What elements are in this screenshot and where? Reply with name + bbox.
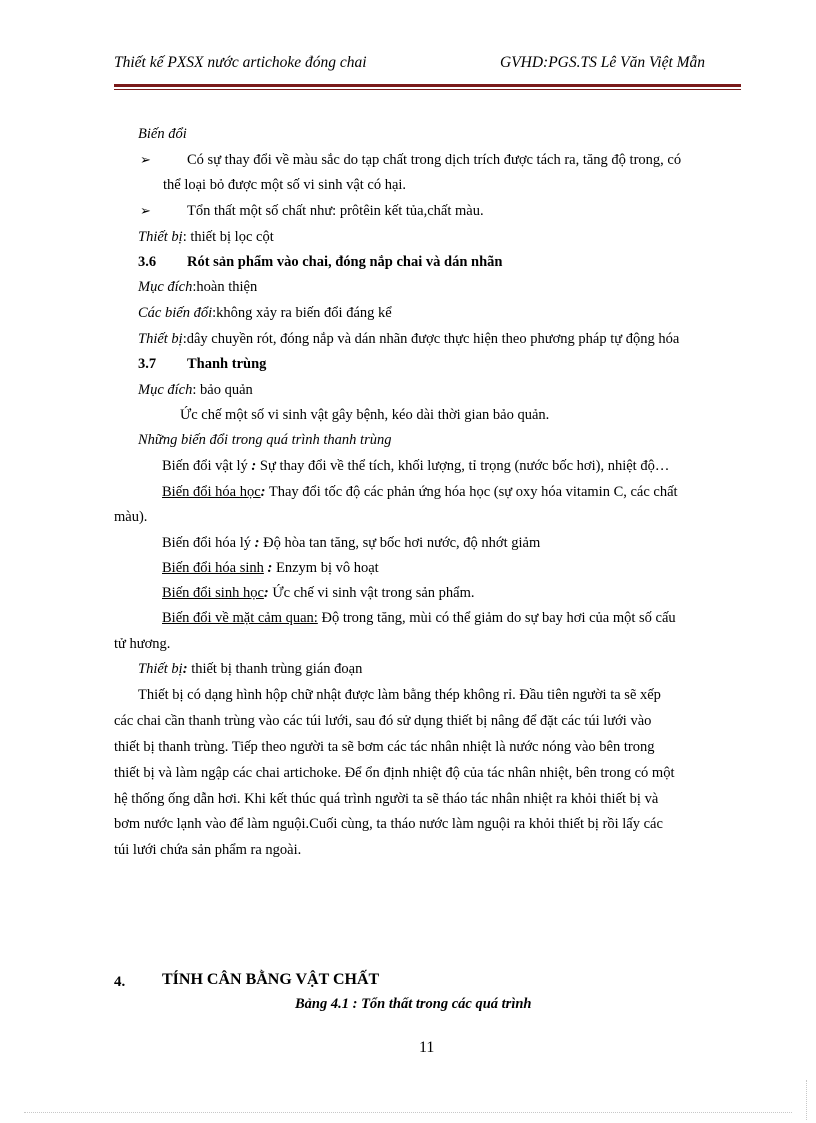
- change-chemical: Biến đổi hóa học: Thay đổi tốc độ các phản ứng hóa học (sự oxy hóa vitamin C, các chất: [162, 484, 678, 500]
- changes-line: Các biến đổi:không xảy ra biến đổi đáng kể: [138, 305, 392, 321]
- page-edge-dotted-line: [24, 1112, 792, 1113]
- change-sensory-cont: tử hương.: [114, 636, 171, 652]
- paragraph-line: Thiết bị có dạng hình hộp chữ nhật được làm bằng thép không rỉ. Đầu tiên người ta sẽ xếp: [138, 687, 661, 703]
- bullet-arrow-icon: ➢: [140, 152, 151, 167]
- header-rule-thin: [114, 89, 741, 90]
- table-caption: Bảng 4.1 : Tổn thất trong các quá trình: [295, 996, 532, 1012]
- paragraph-line: các chai cần thanh trùng vào các túi lưới, sau đó sử dụng thiết bị nâng để đặt các túi lưới vào: [114, 713, 652, 729]
- header-left: Thiết kế PXSX nước artichoke đóng chai: [114, 54, 367, 71]
- bullet-text: Có sự thay đổi về màu sắc do tạp chất trong dịch trích được tách ra, tăng độ trong, có: [187, 152, 682, 168]
- paragraph-line: thiết bị thanh trùng. Tiếp theo người ta sẽ bơm các tác nhân nhiệt là nước nóng vào bên trong: [114, 739, 655, 755]
- page-edge-dotted-vertical: [806, 1080, 807, 1120]
- equipment-line: Thiết bị: thiết bị thanh trùng gián đoạn: [138, 661, 363, 677]
- section-number: 3.7: [138, 356, 157, 372]
- change-biochemical: Biến đổi hóa sinh : Enzym bị vô hoạt: [162, 560, 379, 576]
- equipment-line: Thiết bị: thiết bị lọc cột: [138, 229, 274, 245]
- section-title: TÍNH CÂN BẰNG VẬT CHẤT: [162, 971, 380, 988]
- bullet-text: Tổn thất một số chất như: prôtêin kết tủa,chất màu.: [187, 203, 484, 219]
- paragraph-line: túi lưới chứa sản phẩm ra ngoài.: [114, 842, 302, 858]
- purpose-line: Mục đích:hoàn thiện: [138, 279, 258, 295]
- bullet-text-cont: thể loại bỏ được một số vi sinh vật có hại.: [163, 177, 407, 193]
- paragraph-line: thiết bị và làm ngập các chai artichoke. Để ổn định nhiệt độ của tác nhân nhiệt, bên trong có một: [114, 765, 675, 781]
- subheading-bien-doi: Biến đổi: [138, 126, 187, 142]
- change-physicochemical: Biến đổi hóa lý : Độ hòa tan tăng, sự bốc hơi nước, độ nhớt giảm: [162, 535, 541, 551]
- purpose-line: Mục đích: bảo quản: [138, 382, 253, 398]
- change-chemical-cont: màu).: [114, 509, 148, 525]
- section-title: Rót sản phẩm vào chai, đóng nắp chai và dán nhãn: [187, 254, 503, 270]
- paragraph-line: hệ thống ống dẫn hơi. Khi kết thúc quá trình người ta sẽ tháo tác nhân nhiệt ra khỏi thiết bị và: [114, 791, 659, 807]
- page-number: 11: [419, 1039, 435, 1056]
- header-right: GVHD:PGS.TS Lê Văn Việt Mẫn: [500, 54, 706, 71]
- paragraph-line: bơm nước lạnh vào để làm nguội.Cuối cùng, ta tháo nước làm nguội ra khỏi thiết bị rồi lấy các: [114, 816, 663, 832]
- section-number: 4.: [114, 974, 126, 990]
- equipment-line: Thiết bị:dây chuyền rót, đóng nắp và dán nhãn được thực hiện theo phương pháp tự động hóa: [138, 331, 680, 347]
- section-number: 3.6: [138, 254, 157, 270]
- change-sensory: Biến đổi về mặt cảm quan: Độ trong tăng, mùi có thể giảm do sự bay hơi của một số cấu: [162, 610, 676, 626]
- bullet-arrow-icon: ➢: [140, 203, 151, 218]
- header-rule-thick: [114, 84, 741, 87]
- change-physical: Biến đổi vật lý : Sự thay đổi về thể tích, khối lượng, tỉ trọng (nước bốc hơi), nhiệt độ…: [162, 458, 670, 474]
- change-biological: Biến đổi sinh học: Ức chế vi sinh vật trong sản phẩm.: [162, 585, 475, 601]
- subheading-changes: Những biến đổi trong quá trình thanh trùng: [138, 432, 392, 448]
- purpose-detail: Ức chế một số vi sinh vật gây bệnh, kéo dài thời gian bảo quản.: [180, 407, 550, 423]
- section-title: Thanh trùng: [187, 356, 267, 372]
